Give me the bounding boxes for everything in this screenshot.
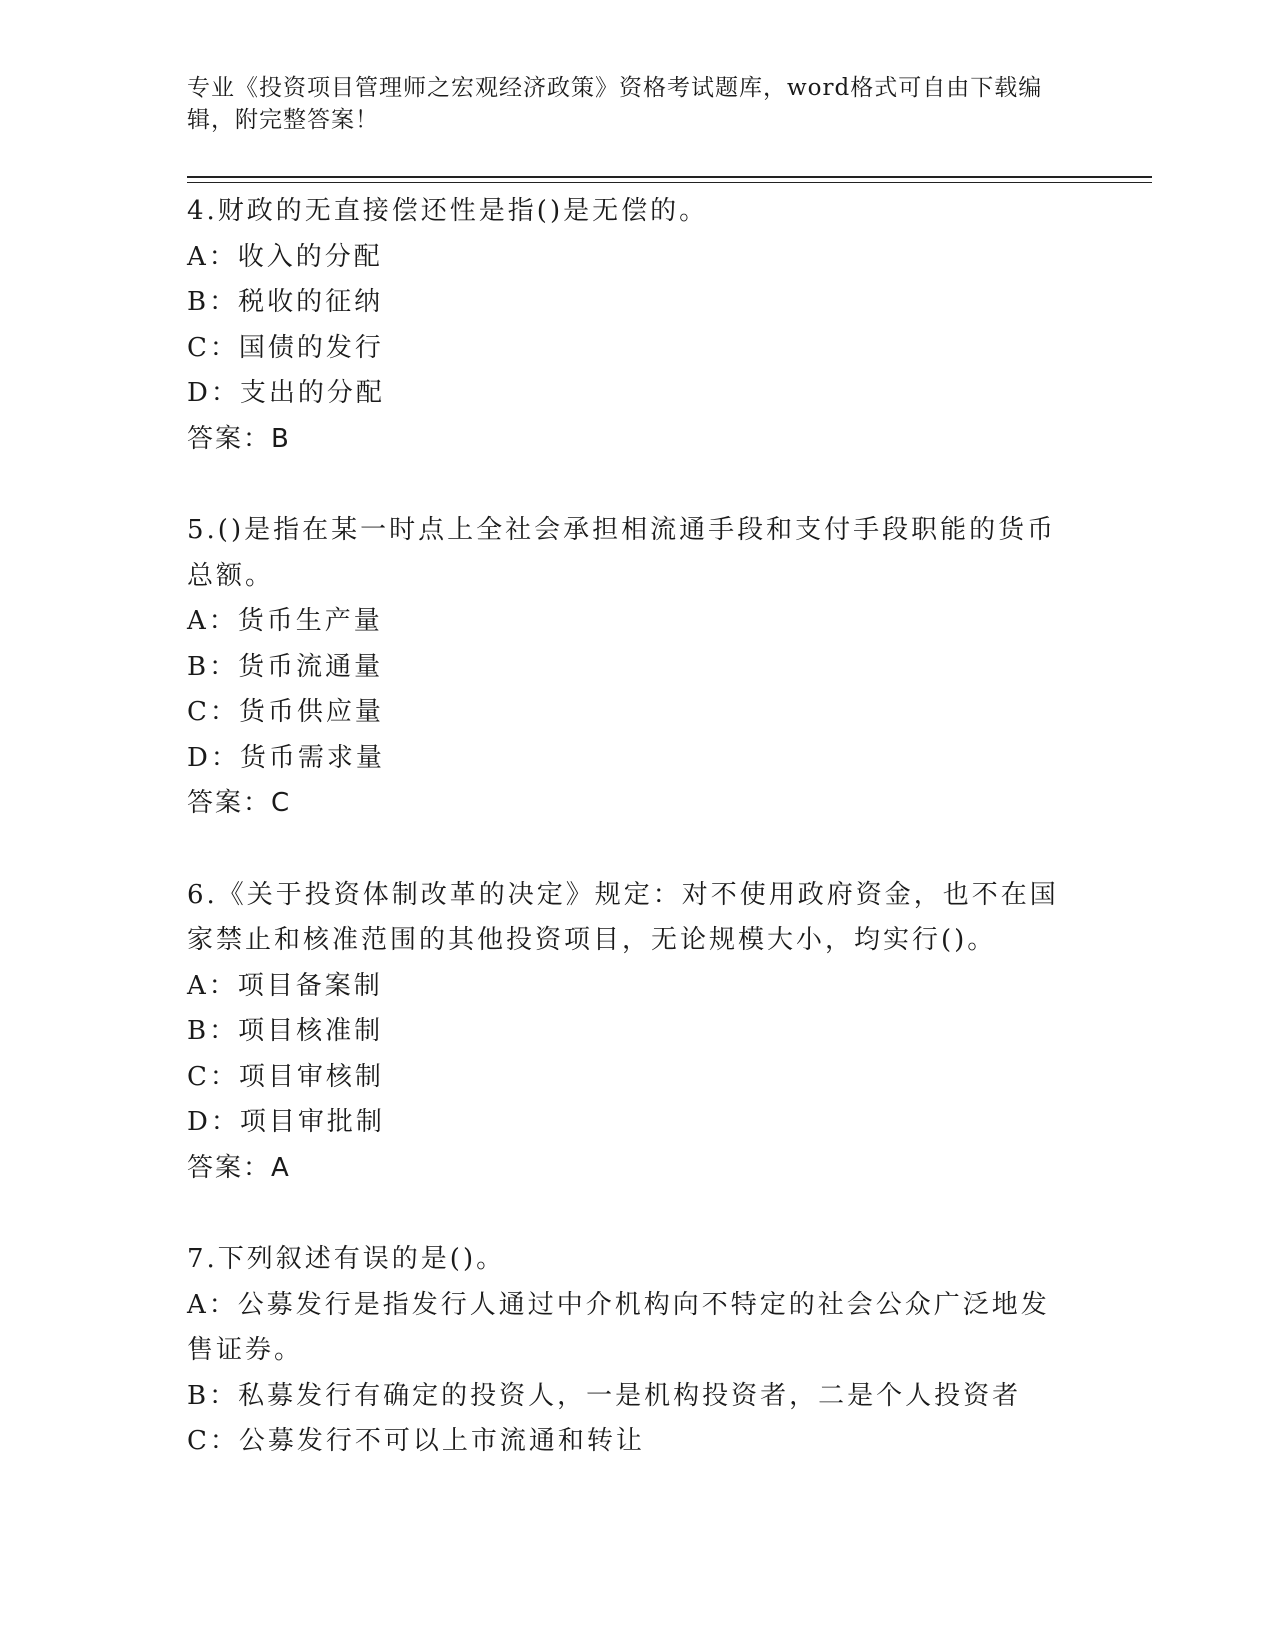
- option-b: B：私募发行有确定的投资人，一是机构投资者，二是个人投资者: [187, 1380, 1022, 1411]
- option-d: D：项目审批制: [187, 1107, 385, 1137]
- question-text: 6.《关于投资体制改革的决定》规定：对不使用政府资金，也不在国家禁止和核准范围的其他投资项目，无论规模大小，均实行()。: [187, 879, 1059, 955]
- option-b: B：税收的征纳: [187, 287, 384, 317]
- option-a: A：收入的分配: [187, 241, 383, 272]
- header-divider-thick: [187, 176, 1152, 178]
- answer-line: 答案：C: [187, 788, 292, 818]
- option-b: B：项目核准制: [187, 1016, 384, 1046]
- question-7: [187, 1237, 1087, 1465]
- option-c: C：公募发行不可以上市流通和转让: [187, 1426, 645, 1456]
- option-a: A：项目备案制: [187, 970, 383, 1001]
- option-c: C：货币供应量: [187, 697, 384, 727]
- answer-line: 答案：B: [187, 423, 291, 454]
- question-5: [187, 508, 1087, 827]
- answer-line: 答案：A: [187, 1152, 291, 1183]
- question-list: [187, 189, 1087, 1511]
- option-a: A：货币生产量: [187, 606, 383, 636]
- header-divider-thin: [187, 182, 1152, 183]
- option-b: B：货币流通量: [187, 651, 384, 682]
- option-c: C：国债的发行: [187, 332, 384, 363]
- option-c: C：项目审核制: [187, 1061, 384, 1092]
- question-6: [187, 873, 1087, 1192]
- question-text: 5.()是指在某一时点上全社会承担相流通手段和支付手段职能的货币总额。: [187, 515, 1057, 591]
- question-4: [187, 189, 1087, 462]
- option-d: D：支出的分配: [187, 378, 385, 408]
- question-text: 7.下列叙述有误的是()。: [187, 1244, 506, 1274]
- option-a: A：公募发行是指发行人通过中介机构向不特定的社会公众广泛地发售证券。: [187, 1289, 1050, 1365]
- document-header: 专业《投资项目管理师之宏观经济政策》资格考试题库，word格式可自由下载编辑，附完整答案！: [187, 75, 1043, 133]
- option-d: D：货币需求量: [187, 742, 385, 773]
- question-text: 4.财政的无直接偿还性是指()是无偿的。: [187, 196, 709, 226]
